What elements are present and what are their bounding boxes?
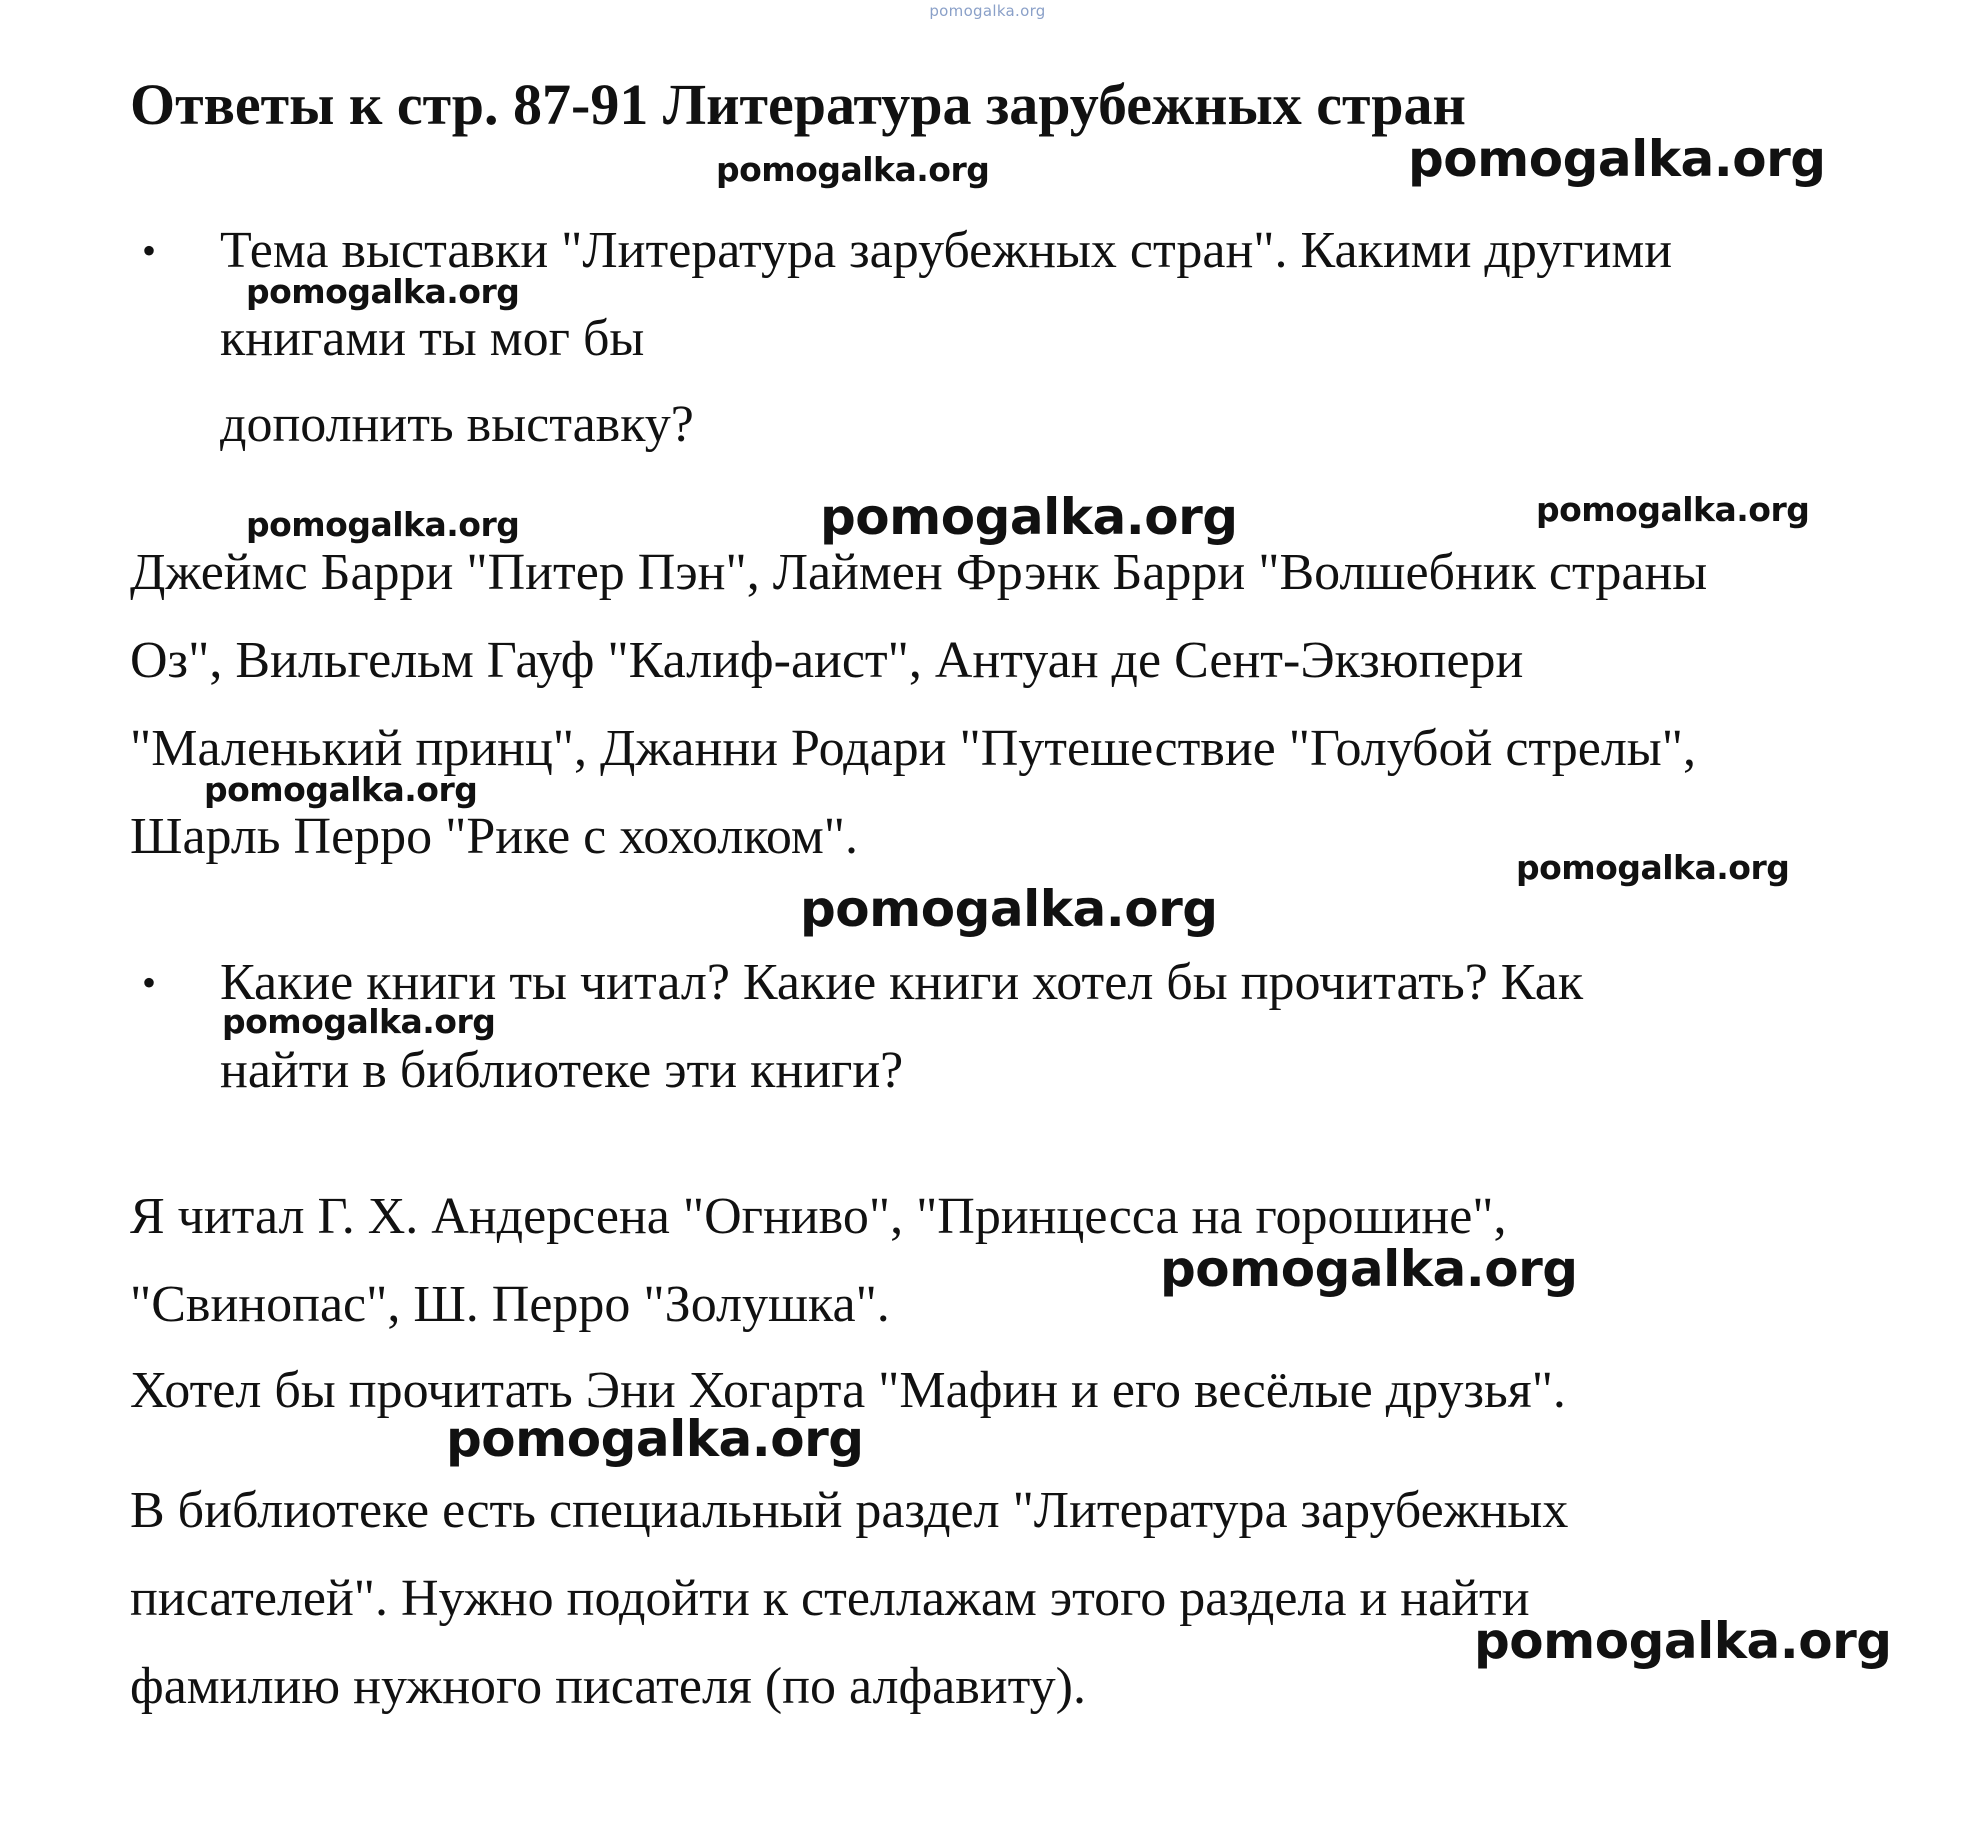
watermark: pomogalka.org (820, 488, 1238, 546)
bullet-1: • (142, 228, 157, 273)
watermark: pomogalka.org (1516, 848, 1790, 887)
answer-2-line-4: В библиотеке есть специальный раздел "Литература зарубежных (130, 1482, 1569, 1539)
watermark: pomogalka.org (800, 880, 1218, 938)
question-1-line-1: Тема выставки "Литература зарубежных стран". Какими другими (220, 222, 1673, 279)
watermark: pomogalka.org (1160, 1240, 1578, 1298)
answer-2-line-3: Хотел бы прочитать Эни Хогарта "Мафин и его весёлые друзья". (130, 1362, 1566, 1419)
answer-1-line-2: Оз", Вильгельм Гауф "Калиф-аист", Антуан де Сент-Экзюпери (130, 632, 1524, 689)
watermark: pomogalka.org (222, 1002, 496, 1041)
answer-1-line-1: Джеймс Барри "Питер Пэн", Лаймен Фрэнк Барри "Волшебник страны (130, 544, 1708, 601)
answer-2-line-5: писателей". Нужно подойти к стеллажам этого раздела и найти (130, 1570, 1530, 1627)
watermark: pomogalka.org (1408, 130, 1826, 188)
page-title: Ответы к стр. 87-91 Литература зарубежных стран (130, 72, 1466, 137)
question-2-line-2: найти в библиотеке эти книги? (220, 1042, 904, 1099)
answer-1-line-3: "Маленький принц", Джанни Родари "Путешествие "Голубой стрелы", (130, 720, 1696, 777)
watermark: pomogalka.org (246, 505, 520, 544)
watermark: pomogalka.org (716, 150, 990, 189)
watermark: pomogalka.org (204, 770, 478, 809)
watermark: pomogalka.org (246, 272, 520, 311)
watermark: pomogalka.org (1536, 490, 1810, 529)
question-1-line-3: дополнить выставку? (220, 396, 694, 453)
watermark: pomogalka.org (1474, 1612, 1892, 1670)
watermark: pomogalka.org (446, 1410, 864, 1468)
answer-2-line-2: "Свинопас", Ш. Перро "Золушка". (130, 1276, 890, 1333)
answer-2-line-1: Я читал Г. Х. Андерсена "Огниво", "Принцесса на горошине", (130, 1188, 1507, 1245)
answer-1-line-4: Шарль Перро "Рике с хохолком". (130, 808, 859, 865)
answer-2-line-6: фамилию нужного писателя (по алфавиту). (130, 1658, 1086, 1715)
site-mark: pomogalka.org (929, 2, 1046, 20)
question-2-line-1: Какие книги ты читал? Какие книги хотел бы прочитать? Как (220, 954, 1584, 1011)
question-1-line-2: книгами ты мог бы (220, 310, 645, 367)
bullet-2: • (142, 960, 157, 1005)
